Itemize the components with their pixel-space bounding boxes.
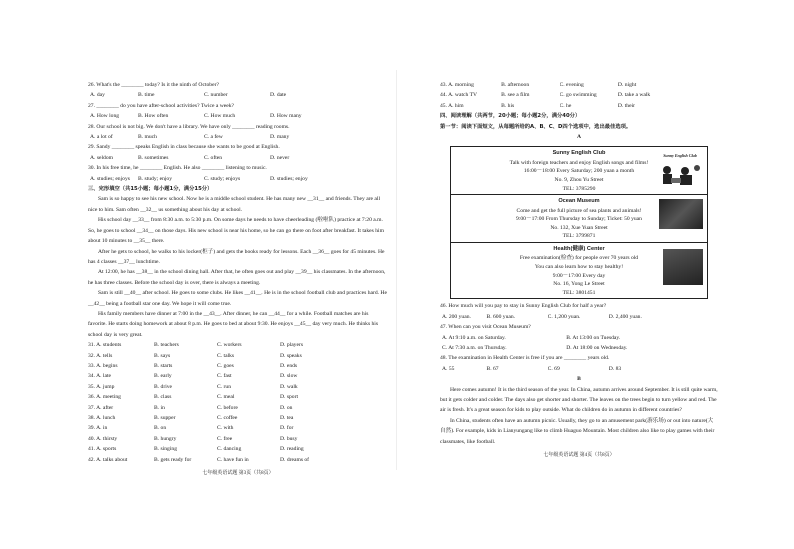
option: D. take a walk [617, 92, 651, 99]
cloze-option-row [88, 361, 388, 371]
option: C. evening [559, 82, 584, 88]
part-heading: 第一节：阅读下面短文，从每题所给的A、B、C、D四个选项中，选出最佳选项。 [440, 123, 632, 130]
options-30 [88, 174, 388, 184]
option: B. hungry [154, 435, 177, 442]
cloze-options [88, 340, 388, 465]
option: C. talks [217, 352, 235, 359]
option: D. 2,400 yuan. [608, 313, 642, 320]
option: A. 55 [442, 365, 455, 372]
section-heading-reading: 四、阅读理解（共两节，20小题；每小题2分，满分40分） [440, 113, 581, 120]
option: D. reading [280, 446, 304, 453]
option: 40. A. thirsty [88, 435, 118, 442]
option: C. number [204, 92, 228, 99]
options-26 [88, 90, 388, 100]
option: D. date [270, 92, 287, 99]
option: C. go swimming [559, 92, 597, 99]
options-29 [88, 153, 388, 163]
ad-line: Free examination(检查) for people over 70 years old [519, 255, 639, 262]
option: C. with [217, 425, 234, 432]
question-26: 26. What's the ________ today? Is it the ninth of October? [88, 82, 219, 88]
option: D. walk [280, 383, 298, 390]
cloze-paragraph: His school day __33__ from 8:30 a.m. to 5:30 p.m. On some days he needs to have cheerleading (啦啦队) practice at 7:20 a.m. So, he goes to school __34__ on those days. His new school is near his home, so he can go there on foot after breakfast. It takes him about 10 minutes to __35__ there. [88, 217, 384, 245]
cloze-option-row [88, 351, 388, 361]
cloze-option-row [88, 403, 388, 413]
option: B. 600 yuan. [486, 313, 516, 320]
option: D. tea [280, 415, 294, 421]
option: 45. A. him [440, 102, 464, 109]
cloze-option-row [440, 90, 718, 100]
ad-line: 9:00－17:00 Every day [552, 272, 606, 279]
option: D. never [270, 154, 290, 161]
option: C. before [217, 404, 238, 411]
option: D. How many [270, 113, 302, 120]
passage-label-a: A [576, 134, 582, 141]
page-4 [440, 80, 718, 460]
option: D. busy [280, 435, 298, 442]
reading-paragraph: Here comes autumn! It is the third season of the year. In China, autumn arrives around September. It is still quite warm, but it gets colder and colder. The days also get shorter and shorter. The leaves on the trees begin to turn yellow and red. The air is fresh. It's a great season for kids to play outside. What do children do in autumn in different countries? [440, 386, 718, 414]
ad-title: Health(健康) Center [553, 246, 605, 252]
ad-line: TEL: 3801451 [562, 289, 596, 296]
option: B. see a film [501, 92, 530, 99]
ad-title: Ocean Museum [558, 198, 600, 205]
cloze-option-row [88, 423, 388, 433]
option: 38. A. lunch [88, 415, 116, 421]
option: 44. A. watch TV [440, 92, 478, 99]
option: 43. A. morning [440, 82, 474, 88]
ad-line: TEL: 3799871 [562, 233, 596, 240]
option: A. studies; enjoys [90, 175, 130, 182]
option: A. a lot of [90, 134, 113, 141]
question-27: 27. ________ do you have after-school activities? Twice a week? [88, 102, 235, 109]
ad-health-center [451, 243, 707, 298]
health-photo [663, 249, 703, 285]
option: C. free [217, 435, 233, 442]
section-heading-cloze: 三、完形填空（共15小题；每小题1分，满分15分） [88, 186, 213, 193]
option: 35. A. jump [88, 383, 115, 390]
option: D. ends [280, 362, 298, 369]
ad-line: No. 132, Xue Yuan Street [550, 224, 608, 231]
option: B. gets ready for [154, 456, 192, 463]
option: D. many [270, 134, 290, 141]
ocean-photo [659, 199, 703, 229]
question-29: 29. Sandy ________ speaks English in class because she wants to be good at English. [88, 144, 280, 151]
option: D. on [280, 404, 293, 411]
option: A. seldom [90, 154, 113, 161]
passage-label-b: B [577, 376, 581, 383]
option: D. their [617, 102, 635, 109]
option: 42. A. talks about [88, 456, 128, 463]
option: C. have fun in [217, 456, 249, 463]
cloze-option-row [88, 444, 388, 454]
option: C. often [204, 154, 223, 161]
cloze-paragraph: Sam is so happy to see his new school. Now he is a middle school student. He has many new __31__ and friends. They are all nice to him. Sam often __32__ us something about his day at school. [88, 196, 381, 213]
option: C. 69 [547, 365, 560, 372]
cloze-option-row [88, 413, 388, 423]
option: B. study; enjoy [138, 175, 173, 182]
option: A. 200 yuan. [442, 313, 471, 320]
option: C. run [217, 383, 231, 390]
option: B. early [154, 373, 172, 380]
option: A. How long [90, 113, 120, 120]
option: B. supper [154, 415, 176, 421]
cloze-paragraph: After he gets to school, he walks to his locker(柜子) and gets the books ready for lessons. Each __36__ goes for 45 minutes. He has 4 classes __37__ lunchtime. [88, 248, 385, 265]
question-48: 48. The examination in Health Center is free if you are ________ years old. [440, 355, 610, 362]
option: C. dancing [217, 446, 242, 453]
option: C. fast [217, 373, 232, 380]
option: A. At 9:10 a.m. on Saturday. [442, 334, 506, 341]
option: A. day [90, 92, 105, 99]
cloze-options [440, 80, 718, 111]
option: D. night [617, 82, 637, 88]
ads-table [450, 146, 708, 299]
options-28 [88, 132, 388, 142]
option: C. coffee [217, 415, 238, 421]
option: 34. A. late [88, 373, 111, 380]
ad-line: No. 16, Yong Le Street [553, 281, 605, 288]
option: 39. A. in [88, 425, 108, 432]
ad-line: No. 9, Zhou Yu Street [554, 177, 604, 184]
page-3 [88, 80, 388, 477]
ad-ocean-museum [451, 195, 707, 243]
option: B. afternoon [501, 82, 530, 88]
option: B. much [138, 134, 157, 141]
options-46 [440, 312, 718, 322]
cloze-option-row [88, 371, 388, 381]
question-28: 28. Our school is not big. We don't have a library. We have only ________ reading rooms. [88, 123, 290, 130]
cloze-option-row [88, 340, 388, 350]
cloze-paragraph: His family members have dinner at 7:00 in the __43__. After dinner, he can __44__ for a while. Football matches are his favorite. He starts doing homework at about 8 p.m. He goes to bed at about 9:30. He enjoys __45__ day very much. He thinks his school day is very great. [88, 310, 379, 338]
option: 36. A. meeting [88, 394, 121, 401]
option: B. 67 [486, 365, 499, 372]
ad-line: Talk with foreign teachers and enjoy English songs and films! [509, 159, 649, 166]
option: C. At 7:30 a.m. on Thursday. [442, 345, 507, 351]
options-47b [440, 343, 718, 353]
option: 41. A. sports [88, 446, 117, 453]
option: D. players [280, 342, 303, 349]
page-footer: 七年级英语试题 第4页（共8页） [543, 453, 615, 459]
option: D. dreams of [280, 456, 310, 463]
ad-title: Sunny English Club [552, 150, 606, 157]
option: 33. A. begins [88, 362, 118, 369]
option: D. 83 [608, 365, 622, 372]
cloze-option-row [440, 80, 718, 90]
option: B. teachers [154, 342, 179, 349]
option: B. singing [154, 446, 178, 453]
option: B. starts [154, 362, 173, 369]
ad-line: You can also learn how to stay healthy! [534, 264, 624, 270]
option: 37. A. after [88, 404, 114, 411]
option: C. meal [217, 394, 235, 401]
options-27 [88, 111, 388, 121]
option: C. How much [204, 113, 236, 120]
reading-paragraph: In China, students often have an autumn picnic. Usually, they go to an amusement park(游乐场) or out into nature(大自然). For example, kids in Lianyungang like to climb Huaguo Mountain. Most children also like to play games with their classmates, like football. [440, 417, 715, 445]
logo-text: Sunny English Club [663, 153, 697, 159]
ad-line: TEL: 3785290 [562, 185, 596, 192]
option: B. says [154, 352, 171, 359]
option: B. How often [138, 113, 169, 120]
option: B. on [154, 425, 167, 432]
option: 31. A. students [88, 342, 122, 349]
cloze-option-row [440, 101, 718, 111]
option: D. At 18:00 on Wednesday. [566, 345, 628, 351]
option: C. workers [217, 342, 242, 349]
option: C. he [559, 102, 572, 109]
ad-english-club [451, 147, 707, 195]
kids-reading-icon [657, 162, 703, 190]
cloze-option-row [88, 392, 388, 402]
question-30: 30. In his free time, he ________ English. He also ________ listening to music. [88, 165, 267, 172]
cloze-option-row [88, 434, 388, 444]
option: C. a few [204, 134, 223, 141]
option: B. in [154, 404, 165, 411]
cloze-option-row [88, 455, 388, 465]
options-47a [440, 333, 718, 343]
fold-line [396, 70, 397, 470]
option: 32. A. tells [88, 352, 113, 359]
question-47: 47. When can you visit Ocean Museum? [440, 324, 531, 331]
ad-line: 9:00－17:00 From Thursday to Sunday; Ticket: 50 yuan [516, 216, 642, 223]
option: B. At 13:00 on Tuesday. [566, 334, 621, 341]
option: D. studies; enjoy [270, 175, 308, 182]
option: B. his [501, 102, 515, 109]
options-48 [440, 364, 718, 374]
cloze-option-row [88, 382, 388, 392]
option: D. for [280, 425, 294, 432]
option: C. 1,200 yuan. [547, 313, 581, 320]
option: B. time [138, 92, 155, 99]
page-footer: 七年级英语试题 第3页（共8页） [202, 471, 274, 477]
ad-line: Come and get the full picture of sea plants and animals! [516, 207, 642, 214]
club-logo-image [657, 151, 703, 185]
option: D. sport [280, 394, 299, 401]
ad-line: 16:00－18:00 Every Saturday; 200 yuan a month [523, 168, 635, 175]
option: B. sometimes [138, 154, 169, 161]
option: D. speaks [280, 352, 302, 359]
option: B. class [154, 394, 172, 401]
option: D. slow [280, 373, 298, 380]
cloze-paragraph: Sam is still __40__ after school. He goes to some clubs. He likes __41__. He is in the school football club and practices hard. He __42__ being a football star one day. We hope it will come true. [88, 290, 387, 307]
option: C. study; enjoys [204, 175, 241, 182]
option: C. goes [217, 362, 234, 369]
option: B. drive [154, 383, 173, 390]
cloze-paragraph: At 12:00, he has __38__ in the school dining hall. After that, he often goes out and play __39__ his classmates. In the afternoon, he has three classes. Before the school day is over, there is always a meeting. [88, 269, 386, 286]
question-46: 46. How much will you pay to stay in Sunny English Club for half a year? [440, 303, 607, 310]
